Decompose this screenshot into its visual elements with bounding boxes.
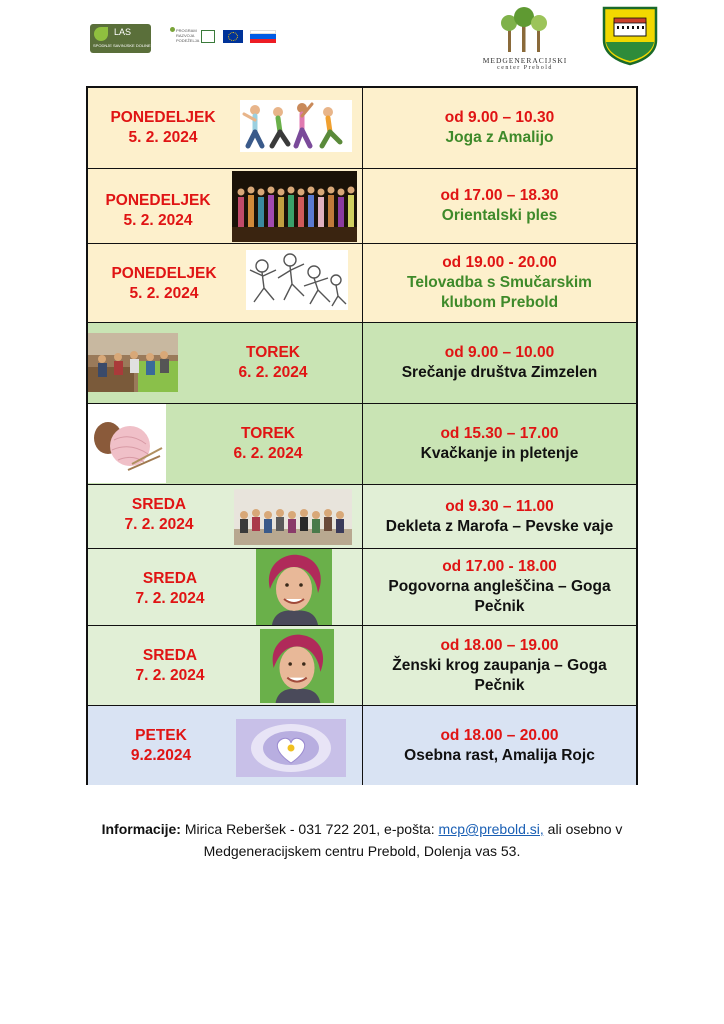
event-day: TOREK — [246, 344, 300, 361]
event-activity: klubom Prebold — [440, 294, 559, 311]
event-date: 6. 2. 2024 — [238, 364, 308, 381]
heart-flower-image — [236, 719, 346, 777]
goga-pecnik-portrait — [260, 628, 334, 704]
slovenia-flag-icon — [250, 30, 276, 43]
schedule-row — [88, 626, 636, 706]
leader-logo-icon — [201, 30, 215, 43]
event-activity: Joga z Amalijo — [445, 129, 554, 146]
event-time: od 9.00 – 10.00 — [444, 344, 555, 361]
event-activity: Kvačkanje in pletenje — [420, 445, 579, 462]
event-activity: Ženski krog zaupanja – Goga — [392, 656, 607, 674]
exercise-sketch-illustration — [246, 250, 348, 310]
rural-development-program-logo — [170, 27, 200, 47]
schedule-row — [88, 706, 636, 785]
event-day: SREDA — [131, 496, 187, 513]
goga-pecnik-portrait — [256, 549, 332, 625]
event-date: 6. 2. 2024 — [233, 445, 303, 462]
event-time: od 18.00 – 19.00 — [440, 636, 559, 654]
las-logo-subtext: SPODNJE SAVINJSKE DOLINE — [93, 43, 151, 48]
event-day: SREDA — [142, 647, 198, 664]
event-date: 7. 2. 2024 — [135, 667, 205, 684]
event-date: 9.2.2024 — [130, 747, 192, 764]
event-date: 7. 2. 2024 — [124, 516, 194, 533]
contact-info — [40, 818, 684, 862]
event-day: PONEDELJEK — [111, 265, 217, 282]
dancers-illustration — [240, 100, 352, 152]
schedule-row — [88, 169, 636, 244]
contact-person-text: Mirica Reberšek - 031 722 201, e-pošta: — [180, 821, 439, 837]
event-date: 7. 2. 2024 — [135, 590, 205, 607]
contact-alt-text: ali osebno v — [543, 821, 623, 837]
info-label: Informacije: — [101, 821, 181, 837]
event-activity: Pečnik — [474, 676, 525, 694]
event-activity: Dekleta z Marofa – Pevske vaje — [385, 517, 614, 535]
schedule-row — [88, 244, 636, 323]
trees-icon — [500, 6, 550, 54]
event-activity: Telovadba s Smučarskim — [407, 274, 592, 291]
schedule-row — [88, 485, 636, 549]
mcp-logo-line2: center Prebold — [497, 65, 553, 71]
event-time: od 9.30 – 11.00 — [445, 497, 554, 515]
las-logo — [90, 24, 151, 53]
program-logo-text: PROGRAM RAZVOJA PODEŽELJA — [176, 28, 200, 43]
municipality-crest-icon — [602, 6, 658, 66]
contact-line-2: Medgeneracijskem centru Prebold, Dolenja vas 53. — [203, 843, 521, 859]
event-day: SREDA — [142, 570, 198, 587]
las-logo-text: LAS — [114, 27, 132, 37]
event-activity: Srečanje društva Zimzelen — [401, 364, 598, 381]
email-link[interactable]: mcp@prebold.si, — [438, 821, 544, 837]
event-date: 5. 2. 2024 — [128, 129, 198, 146]
contact-line-1 — [40, 818, 684, 840]
program-mark-icon — [170, 27, 175, 32]
event-date: 5. 2. 2024 — [129, 285, 199, 302]
event-day: PONEDELJEK — [110, 109, 216, 126]
event-date: 5. 2. 2024 — [123, 212, 193, 229]
yarn-ball-photo — [88, 404, 166, 483]
event-time: od 18.00 – 20.00 — [440, 726, 559, 744]
event-time: od 17.00 - 18.00 — [442, 558, 557, 575]
group-meeting-photo — [88, 333, 178, 392]
funding-logos — [168, 27, 278, 57]
event-day: PONEDELJEK — [105, 192, 211, 209]
event-time: od 9.00 – 10.30 — [444, 109, 555, 126]
event-time: od 15.30 – 17.00 — [440, 425, 559, 442]
mcp-logo-line1: MEDGENERACIJSKI — [482, 56, 568, 65]
schedule-row — [88, 88, 636, 169]
choir-rehearsal-photo — [234, 489, 352, 545]
schedule-row — [88, 323, 636, 404]
event-time: od 19.00 - 20.00 — [442, 254, 557, 271]
medgeneracijski-center-logo — [480, 6, 570, 72]
event-activity: Pogovorna angleščina – Goga — [388, 578, 611, 595]
oriental-dance-stage-photo — [232, 171, 357, 242]
event-time: od 17.00 – 18.30 — [440, 187, 559, 204]
schedule-row — [88, 549, 636, 626]
event-activity: Orientalski ples — [441, 207, 558, 224]
schedule-row — [88, 404, 636, 485]
schedule-table — [86, 86, 638, 785]
eu-flag-icon — [223, 30, 243, 43]
event-day: TOREK — [241, 425, 295, 442]
leaf-icon — [94, 27, 108, 41]
event-activity: Pečnik — [474, 598, 525, 615]
event-activity: Osebna rast, Amalija Rojc — [404, 746, 595, 764]
event-day: PETEK — [135, 727, 187, 744]
